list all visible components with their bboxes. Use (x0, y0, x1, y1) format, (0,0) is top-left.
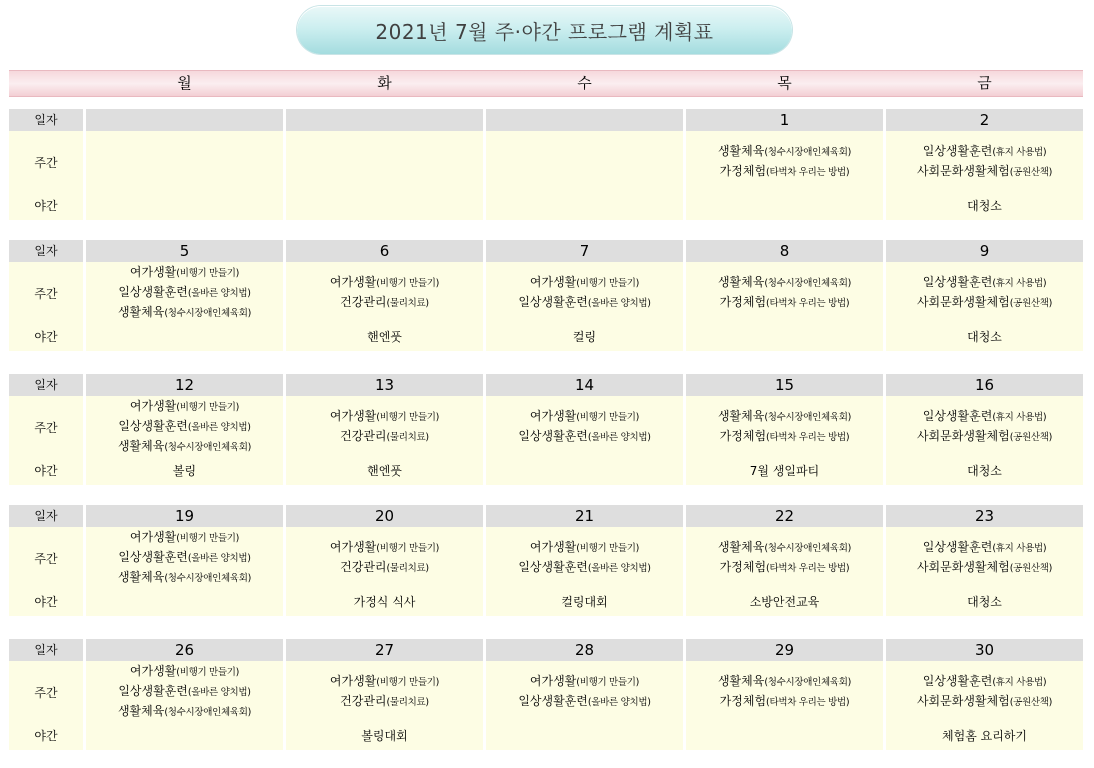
activity-detail: (휴지 사용법) (992, 543, 1047, 554)
activity-name: 일상생활훈련 (118, 419, 188, 433)
activity-item (518, 692, 650, 712)
activity-item (340, 558, 429, 578)
date-cell: 5 (86, 240, 283, 262)
activity-name: 일상생활훈련 (922, 409, 993, 423)
daytime-activities (886, 396, 1083, 458)
date-cell: 21 (486, 505, 683, 527)
activity-detail: (올바른 양치법) (587, 697, 651, 708)
activity-item (130, 397, 239, 417)
activity-name: 사회문화생활체험 (916, 295, 1010, 309)
activity-name: 가정체험 (719, 164, 767, 178)
activity-detail: (물리치료) (386, 697, 429, 708)
activity-item (118, 417, 250, 437)
activity-name: 일상생활훈련 (118, 550, 188, 564)
night-activity: 체험홈 요리하기 (942, 729, 1027, 743)
schedule-cell (286, 262, 483, 351)
activity-item (923, 672, 1046, 692)
schedule-cell (886, 262, 1083, 351)
date-cell: 9 (886, 240, 1083, 262)
activity-name: 여가생활 (129, 664, 177, 678)
activity-detail: (비행기 만들기) (576, 543, 640, 554)
row-label-night: 야간 (9, 589, 83, 616)
schedule-cell (86, 527, 283, 616)
night-activity (286, 193, 483, 220)
night-activity: 대청소 (967, 595, 1002, 609)
schedule-cell (286, 527, 483, 616)
activity-item (720, 558, 850, 578)
activity-detail: (물리치료) (386, 298, 429, 309)
activity-detail: (올바른 양치법) (187, 553, 251, 564)
activity-name: 사회문화생활체험 (916, 164, 1010, 178)
activity-detail: (올바른 양치법) (587, 432, 651, 443)
schedule-cell (686, 661, 883, 750)
activity-detail: (타벅차 우리는 방법) (766, 298, 850, 309)
activity-item (718, 273, 851, 293)
activity-item (518, 558, 650, 578)
daytime-activities (486, 131, 683, 193)
activity-item (130, 528, 239, 548)
activity-detail: (올바른 양치법) (187, 687, 251, 698)
activity-name: 생활체육 (117, 704, 165, 718)
activity-detail: (휴지 사용법) (992, 412, 1047, 423)
night-activity: 대청소 (967, 199, 1002, 213)
activity-detail: (비행기 만들기) (176, 268, 240, 279)
schedule-cell (486, 661, 683, 750)
row-label-date: 일자 (9, 109, 83, 131)
activity-item (130, 662, 239, 682)
activity-name: 생활체육 (717, 275, 765, 289)
schedule-cell (286, 661, 483, 750)
night-activity (86, 324, 283, 351)
activity-detail: (타벅차 우리는 방법) (766, 697, 850, 708)
activity-detail: (공원산책) (1009, 697, 1053, 708)
night-activity (686, 193, 883, 220)
activity-name: 여가생활 (329, 540, 377, 554)
activity-item (720, 162, 850, 182)
activity-item (118, 568, 251, 588)
schedule-cell (886, 131, 1083, 220)
activity-detail: (비행기 만들기) (576, 677, 640, 688)
activity-detail: (비행기 만들기) (176, 402, 240, 413)
activity-item (530, 538, 639, 558)
activity-detail: (비행기 만들기) (376, 412, 440, 423)
activity-name: 일상생활훈련 (922, 275, 993, 289)
date-cell: 19 (86, 505, 283, 527)
night-activity (486, 193, 683, 220)
activity-item (518, 293, 650, 313)
weekday-fri: 금 (977, 74, 992, 92)
row-label-date: 일자 (9, 374, 83, 396)
daytime-activities (886, 131, 1083, 193)
activity-detail: (물리치료) (386, 432, 429, 443)
activity-item (917, 558, 1052, 578)
daytime-activities (286, 131, 483, 193)
date-cell: 23 (886, 505, 1083, 527)
activity-item (720, 427, 850, 447)
activity-detail: (비행기 만들기) (376, 543, 440, 554)
activity-item (917, 427, 1052, 447)
activity-detail: (비행기 만들기) (576, 412, 640, 423)
date-cell: 12 (86, 374, 283, 396)
activity-item (718, 142, 851, 162)
activity-item (923, 142, 1046, 162)
activity-detail: (비행기 만들기) (576, 278, 640, 289)
daytime-activities (686, 131, 883, 193)
activity-item (530, 273, 639, 293)
activity-name: 일상생활훈련 (922, 144, 993, 158)
page-title: 2021년 7월 주·야간 프로그램 계획표 (297, 6, 792, 54)
activity-name: 생활체육 (717, 674, 765, 688)
schedule-cell (86, 661, 283, 750)
activity-detail: (타벅차 우리는 방법) (766, 563, 850, 574)
schedule-cell (686, 527, 883, 616)
schedule-cell (486, 527, 683, 616)
date-cell: 8 (686, 240, 883, 262)
activity-item (118, 283, 250, 303)
night-activity (486, 723, 683, 750)
date-cell: 22 (686, 505, 883, 527)
activity-item (340, 293, 429, 313)
date-cell: 27 (286, 639, 483, 661)
activity-detail: (물리치료) (386, 563, 429, 574)
activity-item (118, 548, 250, 568)
row-label-night: 야간 (9, 193, 83, 220)
schedule-cell (486, 396, 683, 485)
activity-item (718, 538, 851, 558)
activity-name: 건강관리 (340, 694, 387, 708)
activity-name: 일상생활훈련 (118, 285, 188, 299)
daytime-activities (86, 661, 283, 723)
schedule-cell (686, 396, 883, 485)
schedule-cell (86, 262, 283, 351)
activity-detail: (올바른 양치법) (187, 288, 251, 299)
daytime-activities (286, 396, 483, 458)
daytime-activities (86, 262, 283, 324)
date-cell: 16 (886, 374, 1083, 396)
night-activity: 소방안전교육 (749, 595, 820, 609)
weekday-thu: 목 (777, 74, 792, 92)
night-activity (86, 589, 283, 616)
daytime-activities (486, 527, 683, 589)
row-label-day: 주간 (9, 527, 83, 589)
daytime-activities (686, 527, 883, 589)
night-activity: 컬링대회 (561, 595, 608, 609)
date-cell: 15 (686, 374, 883, 396)
daytime-activities (86, 527, 283, 589)
daytime-activities (886, 262, 1083, 324)
schedule-cell (86, 396, 283, 485)
daytime-activities (286, 527, 483, 589)
activity-name: 여가생활 (329, 409, 377, 423)
activity-item (118, 702, 251, 722)
row-label-night: 야간 (9, 723, 83, 750)
night-activity (86, 723, 283, 750)
activity-name: 가정체험 (719, 560, 767, 574)
activity-item (118, 682, 250, 702)
activity-name: 사회문화생활체험 (916, 694, 1010, 708)
date-cell (486, 109, 683, 131)
activity-item (720, 293, 850, 313)
night-activity (686, 723, 883, 750)
activity-item (330, 538, 439, 558)
daytime-activities (486, 262, 683, 324)
activity-detail: (올바른 양치법) (187, 422, 251, 433)
date-cell: 14 (486, 374, 683, 396)
row-label-date: 일자 (9, 240, 83, 262)
activity-item (130, 263, 239, 283)
schedule-cell (486, 262, 683, 351)
date-cell: 28 (486, 639, 683, 661)
activity-item (530, 672, 639, 692)
daytime-activities (886, 527, 1083, 589)
activity-name: 생활체육 (117, 305, 165, 319)
schedule-cell (686, 131, 883, 220)
activity-name: 생활체육 (117, 439, 165, 453)
activity-item (718, 407, 851, 427)
activity-detail: (공원산책) (1009, 432, 1053, 443)
activity-item (917, 293, 1052, 313)
activity-name: 일상생활훈련 (518, 295, 588, 309)
daytime-activities (686, 661, 883, 723)
activity-name: 생활체육 (717, 409, 765, 423)
activity-detail: (청수시장애인체육회) (764, 147, 852, 158)
activity-item (923, 273, 1046, 293)
daytime-activities (486, 396, 683, 458)
row-label-day: 주간 (9, 262, 83, 324)
date-cell: 30 (886, 639, 1083, 661)
activity-detail: (올바른 양치법) (587, 298, 651, 309)
night-activity: 대청소 (967, 330, 1002, 344)
weekday-wed: 수 (577, 74, 592, 92)
activity-name: 건강관리 (340, 295, 387, 309)
row-label-day: 주간 (9, 131, 83, 193)
activity-detail: (비행기 만들기) (376, 677, 440, 688)
activity-detail: (타벅차 우리는 방법) (766, 432, 850, 443)
activity-item (340, 427, 429, 447)
activity-name: 일상생활훈련 (922, 674, 993, 688)
night-activity: 대청소 (967, 464, 1002, 478)
activity-item (330, 407, 439, 427)
activity-detail: (공원산책) (1009, 298, 1053, 309)
row-label-date: 일자 (9, 505, 83, 527)
weekday-header-bar (9, 70, 1083, 97)
activity-name: 가정체험 (719, 694, 767, 708)
activity-detail: (청수시장애인체육회) (764, 543, 852, 554)
activity-name: 가정체험 (719, 295, 767, 309)
activity-detail: (휴지 사용법) (992, 278, 1047, 289)
date-cell: 13 (286, 374, 483, 396)
activity-name: 생활체육 (117, 570, 165, 584)
daytime-activities (686, 262, 883, 324)
night-activity: 7월 생일파티 (749, 464, 820, 478)
date-cell (86, 109, 283, 131)
schedule-cell (286, 396, 483, 485)
activity-detail: (타벅차 우리는 방법) (766, 167, 850, 178)
daytime-activities (86, 396, 283, 458)
activity-detail: (비행기 만들기) (376, 278, 440, 289)
row-label-day: 주간 (9, 396, 83, 458)
activity-item (923, 538, 1046, 558)
activity-item (340, 692, 429, 712)
activity-detail: (청수시장애인체육회) (164, 573, 252, 584)
date-cell (286, 109, 483, 131)
daytime-activities (886, 661, 1083, 723)
night-activity (686, 324, 883, 351)
night-activity: 컬링 (572, 330, 597, 344)
activity-item (530, 407, 639, 427)
activity-detail: (청수시장애인체육회) (764, 278, 852, 289)
activity-item (923, 407, 1046, 427)
activity-name: 일상생활훈련 (518, 560, 588, 574)
activity-item (330, 672, 439, 692)
activity-name: 일상생활훈련 (518, 429, 588, 443)
night-activity: 핸엔풋 (367, 330, 402, 344)
activity-item (718, 672, 851, 692)
activity-name: 여가생활 (529, 275, 577, 289)
night-activity: 핸엔풋 (367, 464, 402, 478)
activity-name: 생활체육 (717, 540, 765, 554)
activity-detail: (공원산책) (1009, 167, 1053, 178)
activity-name: 생활체육 (717, 144, 765, 158)
schedule-cell (886, 661, 1083, 750)
activity-name: 건강관리 (340, 560, 387, 574)
activity-name: 여가생활 (329, 674, 377, 688)
weekday-tue: 화 (377, 74, 392, 92)
activity-detail: (청수시장애인체육회) (764, 412, 852, 423)
activity-item (118, 303, 251, 323)
schedule-cell (686, 262, 883, 351)
activity-item (330, 273, 439, 293)
date-cell: 7 (486, 240, 683, 262)
date-cell: 6 (286, 240, 483, 262)
activity-detail: (휴지 사용법) (992, 147, 1047, 158)
activity-name: 일상생활훈련 (118, 684, 188, 698)
activity-name: 여가생활 (529, 409, 577, 423)
activity-name: 여가생활 (529, 674, 577, 688)
night-activity: 볼링 (172, 464, 197, 478)
daytime-activities (486, 661, 683, 723)
schedule-cell (286, 131, 483, 220)
night-activity (486, 458, 683, 485)
night-activity: 가정식 식사 (353, 595, 416, 609)
night-activity: 볼링대회 (361, 729, 408, 743)
date-cell: 2 (886, 109, 1083, 131)
schedule-cell (486, 131, 683, 220)
date-cell: 29 (686, 639, 883, 661)
activity-name: 일상생활훈련 (922, 540, 993, 554)
activity-name: 여가생활 (529, 540, 577, 554)
activity-detail: (올바른 양치법) (587, 563, 651, 574)
row-label-day: 주간 (9, 661, 83, 723)
daytime-activities (286, 262, 483, 324)
activity-detail: (청수시장애인체육회) (164, 707, 252, 718)
date-cell: 20 (286, 505, 483, 527)
activity-item (917, 162, 1052, 182)
activity-name: 건강관리 (340, 429, 387, 443)
schedule-cell (886, 396, 1083, 485)
daytime-activities (286, 661, 483, 723)
activity-name: 여가생활 (129, 265, 177, 279)
schedule-cell (86, 131, 283, 220)
activity-detail: (공원산책) (1009, 563, 1053, 574)
activity-name: 여가생활 (329, 275, 377, 289)
activity-detail: (휴지 사용법) (992, 677, 1047, 688)
activity-detail: (청수시장애인체육회) (164, 308, 252, 319)
activity-item (720, 692, 850, 712)
activity-item (118, 437, 251, 457)
row-label-date: 일자 (9, 639, 83, 661)
schedule-cell (886, 527, 1083, 616)
activity-name: 여가생활 (129, 530, 177, 544)
activity-detail: (비행기 만들기) (176, 667, 240, 678)
daytime-activities (686, 396, 883, 458)
activity-name: 사회문화생활체험 (916, 429, 1010, 443)
activity-item (917, 692, 1052, 712)
activity-item (518, 427, 650, 447)
date-cell: 26 (86, 639, 283, 661)
activity-name: 일상생활훈련 (518, 694, 588, 708)
activity-detail: (청수시장애인체육회) (764, 677, 852, 688)
activity-name: 사회문화생활체험 (916, 560, 1010, 574)
activity-detail: (청수시장애인체육회) (164, 442, 252, 453)
activity-detail: (비행기 만들기) (176, 533, 240, 544)
weekday-mon: 월 (177, 74, 192, 92)
activity-name: 가정체험 (719, 429, 767, 443)
row-label-night: 야간 (9, 324, 83, 351)
row-label-night: 야간 (9, 458, 83, 485)
night-activity (86, 193, 283, 220)
date-cell: 1 (686, 109, 883, 131)
activity-name: 여가생활 (129, 399, 177, 413)
daytime-activities (86, 131, 283, 193)
